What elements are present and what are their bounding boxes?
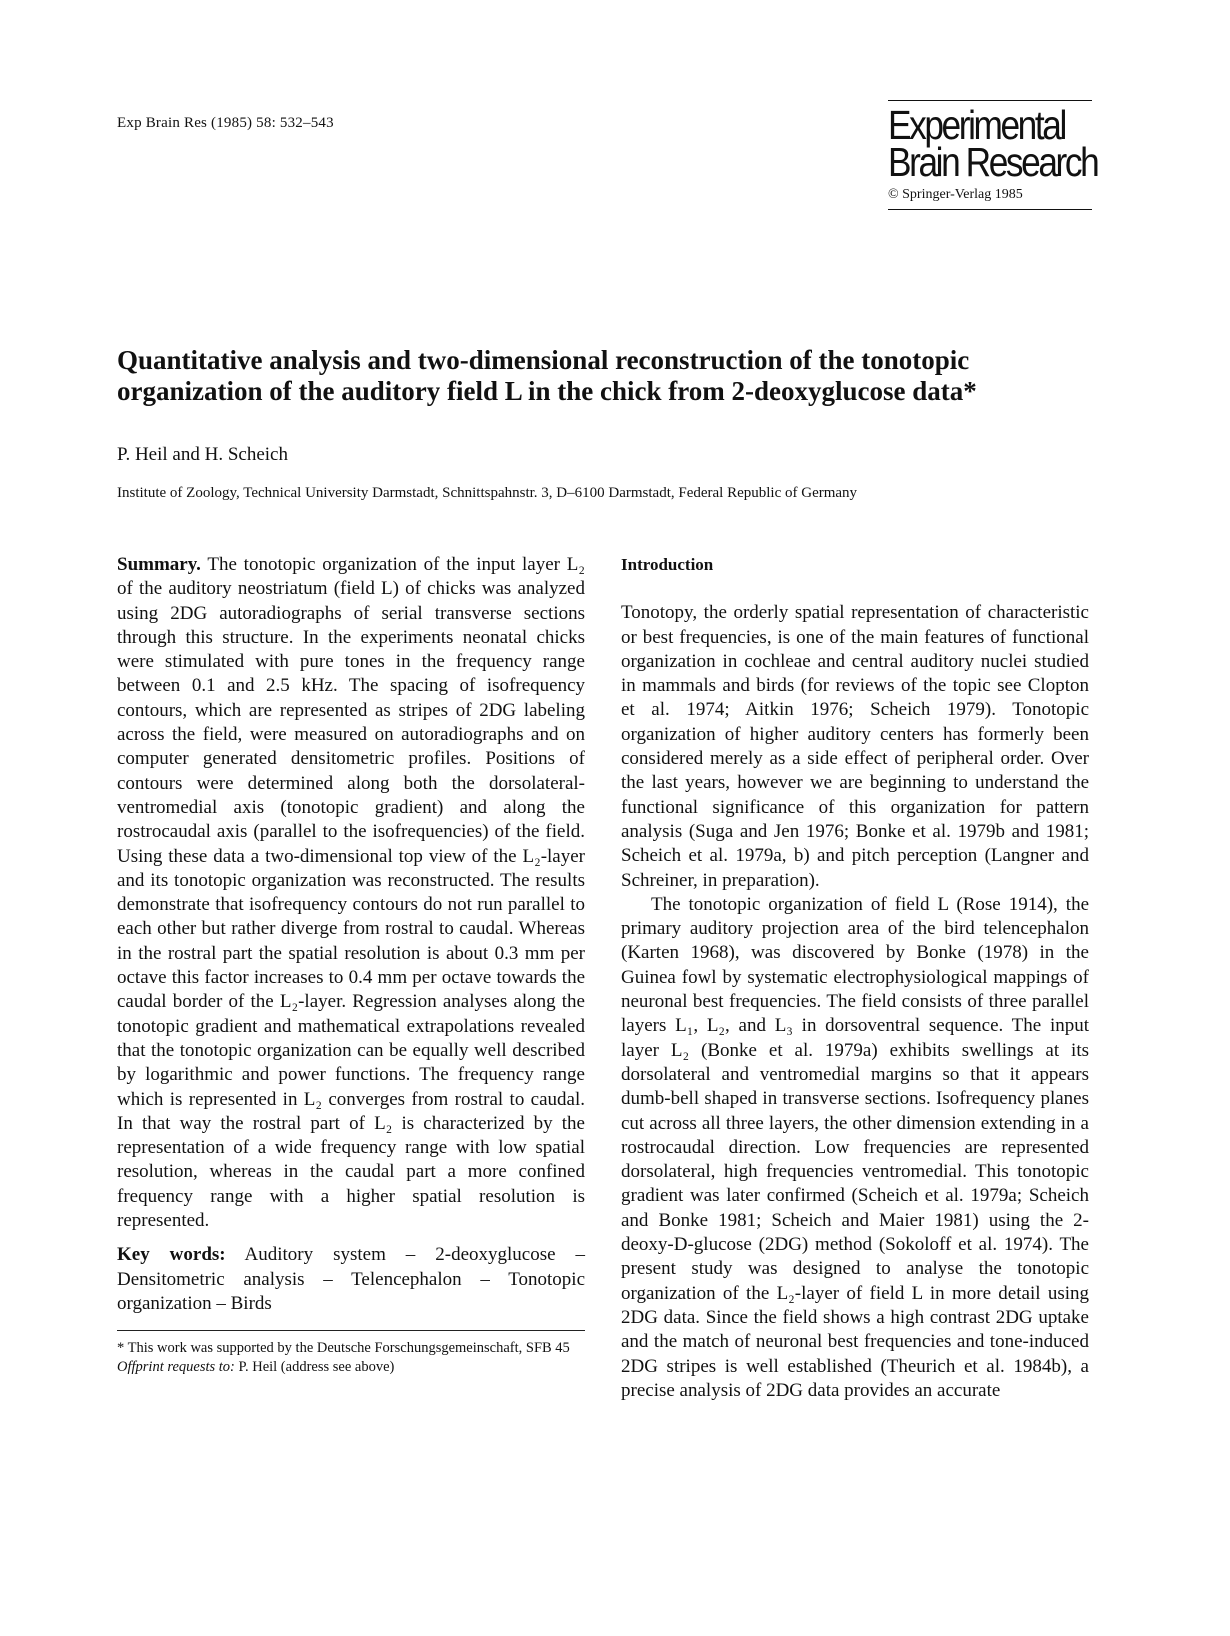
journal-masthead: [888, 100, 1098, 210]
introduction-paragraph-2: The tonotopic organization of field L (Rose 1914), the primary auditory projection area of the bird telencephalon (Karten 1968), was discovered by Bonke (1978) in the Guinea fowl by systematic electrophysiological mappings of neuronal best frequencies. The field consists of three parallel layers L₁, L₂, and L₃ in dorsoventral sequence. The input layer L₂ (Bonke et al. 1979a) exhibits swellings at its dorsolateral and ventromedial margins so that it appears dumb-bell shaped in transverse sections. Isofrequency planes cut across all three layers, the other dimension extending in a rostrocaudal direction. Low frequencies are represented dorsolateral, high frequencies ventromedial. This tonotopic gradient was later confirmed (Scheich et al. 1979a; Scheich and Bonke 1981; Scheich and Maier 1981) using the 2-deoxy-D-glucose (2DG) method (Sokoloff et al. 1974). The present study was designed to analyse the tonotopic organization of the L₂-layer of field L in more detail using 2DG data. Since the field shows a high contrast 2DG uptake and the match of neuronal best frequencies and tone-induced 2DG stripes is well established (Theurich et al. 1984b), a precise analysis of 2DG data provides an accurate: [621, 893, 1089, 1401]
journal-logo: [888, 102, 1098, 185]
journal-citation: Exp Brain Res (1985) 58: 532–543: [117, 115, 334, 131]
paper-title: Quantitative analysis and two-dimensional reconstruction of the tonotopic organization of the auditory field L in the chick from 2-deoxyglucose data*: [117, 345, 977, 406]
journal-logo-line-1: Experimental: [888, 102, 1065, 148]
summary-paragraph: [117, 553, 585, 1233]
summary-label: Summary.: [117, 554, 201, 575]
right-column: [621, 553, 1089, 1403]
introduction-heading: Introduction: [621, 555, 714, 574]
journal-logo-line-2: Brain Research: [888, 139, 1098, 185]
offprint-label: Offprint requests to:: [117, 1359, 235, 1376]
author-list: P. Heil and H. Scheich: [117, 444, 288, 465]
footnote-divider: [117, 1330, 585, 1331]
left-column: [117, 553, 585, 1377]
keywords-text: Auditory system – 2-deoxyglucose – Densitometric analysis – Telencephalon – Tonotopic organization – Birds: [117, 1244, 586, 1314]
summary-text: The tonotopic organization of the input layer L₂ of the auditory neostriatum (field L) of chicks was analyzed using 2DG autoradiographs of serial transverse sections through this structure. In the experiments neonatal chicks were stimulated with pure tones in the frequency range between 0.1 and 2.5 kHz. The spacing of isofrequency contours, which are represented as stripes of 2DG labeling across the field, were measured on autoradiographs and on computer generated densitometric profiles. Positions of contours were determined along both the dorsolateral-ventromedial axis (tonotopic gradient) and along the rostrocaudal axis (parallel to the isofrequencies) of the field. Using these data a two-dimensional top view of the L₂-layer and its tonotopic organization was reconstructed. The results demonstrate that isofrequency contours do not run parallel to each other but rather diverge from rostral to caudal. Whereas in the rostral part the spatial resolution is about 0.3 mm per octave this factor increases to 0.4 mm per octave towards the caudal border of the L₂-layer. Regression analyses along the tonotopic gradient and mathematical extrapolations revealed that the tonotopic organization can be equally well described by logarithmic and power functions. The frequency range which is represented in L₂ converges from rostral to caudal. In that way the rostral part of L₂ is characterized by the representation of a wide frequency range with low spatial resolution, whereas in the caudal part a more confined frequency range with a higher spatial resolution is represented.: [117, 554, 585, 1232]
introduction-paragraph-1: Tonotopy, the orderly spatial representation of characteristic or best frequencies, is one of the main features of functional organization in cochleae and central auditory nuclei studied in mammals and birds (for reviews of the topic see Clopton et al. 1974; Aitkin 1976; Scheich 1979). Tonotopic organization of higher auditory centers has formerly been considered merely as a side effect of peripheral order. Over the last years, however we are beginning to understand the functional significance of this organization for pattern analysis (Suga and Jen 1976; Bonke et al. 1979b and 1981; Scheich et al. 1979a, b) and pitch perception (Langner and Schreiner, in preparation).: [621, 602, 1089, 891]
funding-footnote: * This work was supported by the Deutsche Forschungsgemeinschaft, SFB 45: [117, 1340, 570, 1357]
offprint-text: P. Heil (address see above): [238, 1359, 395, 1376]
author-affiliation: Institute of Zoology, Technical University Darmstadt, Schnittspahnstr. 3, D–6100 Darmstadt, Federal Republic of Germany: [117, 485, 858, 501]
keywords-paragraph: [117, 1243, 585, 1316]
copyright-notice: © Springer-Verlag 1985: [888, 187, 1023, 202]
keywords-label: Key words:: [117, 1244, 226, 1266]
offprint-footnote: [117, 1358, 585, 1377]
